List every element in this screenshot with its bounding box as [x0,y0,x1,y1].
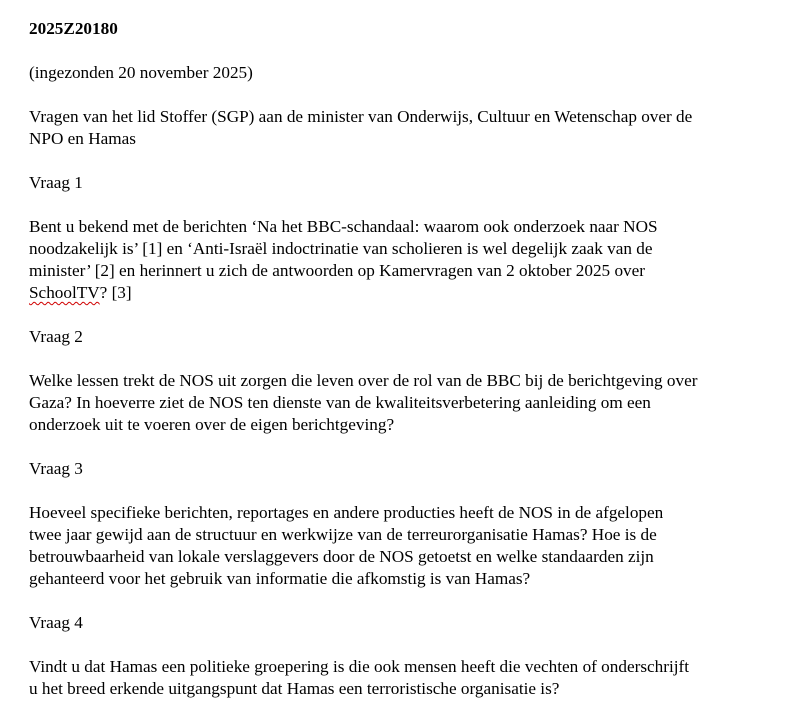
question-heading: Vraag 4 [29,613,83,632]
question-text-line: Gaza? In hoeverre ziet de NOS ten dienste van de kwaliteitsverbetering aanleiding om een [29,393,651,412]
document-reference: 2025Z20180 [29,19,118,38]
question-text-line: Vindt u dat Hamas een politieke groepering is die ook mensen heeft die vechten of onderschrijft [29,657,689,676]
question-text-line: noodzakelijk is’ [1] en ‘Anti-Israël indoctrinatie van scholieren is wel degelijk zaak van de [29,239,653,258]
question-text-line: betrouwbaarheid van lokale verslaggevers door de NOS getoetst en welke standaarden zijn [29,547,654,566]
question-heading: Vraag 2 [29,327,83,346]
question-text-line: Hoeveel specifieke berichten, reportages en andere producties heeft de NOS in de afgelopen [29,503,664,522]
intro-line: NPO en Hamas [29,129,136,148]
question-text-line: onderzoek uit te voeren over de eigen berichtgeving? [29,415,395,434]
question-text-line: u het breed erkende uitgangspunt dat Hamas een terroristische organisatie is? [29,679,560,698]
submission-date: (ingezonden 20 november 2025) [29,63,253,82]
question-text-line: twee jaar gewijd aan de structuur en werkwijze van de terreurorganisatie Hamas? Hoe is de [29,525,657,544]
question-text-line: gehanteerd voor het gebruik van informatie die afkomstig is van Hamas? [29,569,531,588]
intro-line: Vragen van het lid Stoffer (SGP) aan de minister van Onderwijs, Cultuur en Wetenschap over de [29,107,693,126]
question-text-line: Welke lessen trekt de NOS uit zorgen die leven over de rol van de BBC bij de berichtgeving over [29,371,698,390]
question-text-line: Bent u bekend met de berichten ‘Na het BBC-schandaal: waarom ook onderzoek naar NOS [29,217,658,236]
spellcheck-flagged-word[interactable]: SchoolTV [29,283,100,302]
question-text-tail: ? [3] [99,283,132,302]
question-text-line [29,282,132,304]
question-heading: Vraag 1 [29,173,83,192]
question-heading: Vraag 3 [29,459,83,478]
question-text-line: minister’ [2] en herinnert u zich de antwoorden op Kamervragen van 2 oktober 2025 over [29,261,645,280]
